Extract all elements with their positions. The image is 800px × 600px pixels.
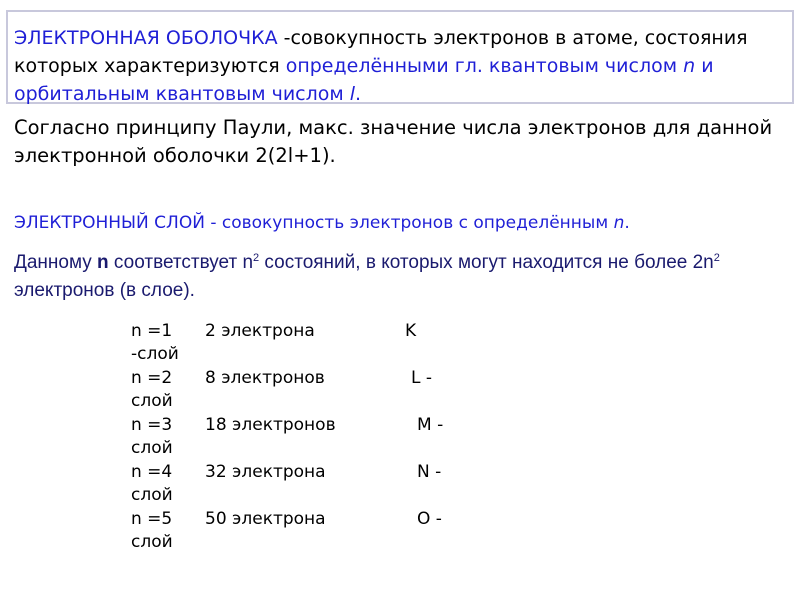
layer-letter: N -: [417, 462, 442, 482]
layer-definition-text: ЭЛЕКТРОННЫЙ СЛОЙ - совокупность электронов с определённым: [14, 213, 614, 233]
layer-suffix: слой: [131, 532, 173, 552]
layer-electron-count: 2 электрона: [205, 321, 315, 341]
layer-suffix: слой: [131, 485, 173, 505]
layer-letter: M -: [417, 415, 444, 435]
layer-definition-end: .: [624, 213, 630, 233]
layer-n: n =5: [131, 509, 173, 529]
given-sup-1: 2: [253, 252, 260, 264]
shell-highlight-1: определёнными гл. квантовым числом: [285, 55, 684, 77]
layer-electron-count: 18 электронов: [205, 415, 336, 435]
layer-suffix: слой: [131, 391, 173, 411]
shell-highlight-2: и орбитальным квантовым числом: [14, 55, 714, 105]
layer-n: n =2: [131, 368, 173, 388]
l-variable: l: [349, 83, 356, 105]
layers-list: [131, 320, 471, 555]
shell-term: ЭЛЕКТРОННАЯ ОБОЛОЧКА: [14, 27, 278, 49]
layer-electron-count: 8 электронов: [205, 368, 325, 388]
given-part-3: состояний, в которых могут находится не более 2n: [259, 252, 714, 273]
given-sup-2: 2: [713, 252, 720, 264]
layer-letter: L -: [411, 368, 433, 388]
shell-definition: [14, 24, 794, 108]
layer-n: n =3: [131, 415, 173, 435]
given-part-1: Данному: [14, 252, 98, 273]
layer-letter: O -: [417, 509, 442, 529]
layer-electron-count: 50 электрона: [205, 509, 326, 529]
shell-definition-text: -совокупность электронов в атоме, состояния которых характеризуются: [14, 27, 748, 77]
given-part-4: электронов (в слое).: [14, 280, 195, 301]
layer-n: n =1: [131, 321, 173, 341]
layer-row: [131, 461, 471, 508]
pauli-statement: Согласно принципу Паули, макс. значение числа электронов для данной электронной оболочки 2(2l+1).: [14, 116, 773, 167]
layer-row: [131, 320, 471, 367]
shell-end: .: [355, 83, 362, 105]
layer-row: [131, 414, 471, 461]
n-variable: n: [683, 55, 696, 77]
layer-suffix: слой: [131, 438, 173, 458]
given-n-bold: n: [97, 252, 109, 273]
layer-definition: [14, 212, 794, 234]
layer-row: [131, 508, 471, 555]
layer-letter: K: [405, 321, 417, 341]
given-n-statement: [14, 244, 794, 305]
layer-row: [131, 367, 471, 414]
layer-suffix: -слой: [131, 344, 179, 364]
layer-n: n =4: [131, 462, 173, 482]
layer-electron-count: 32 электрона: [205, 462, 326, 482]
given-part-2: соответствует n: [108, 252, 254, 273]
layer-n-variable: n: [613, 213, 625, 233]
